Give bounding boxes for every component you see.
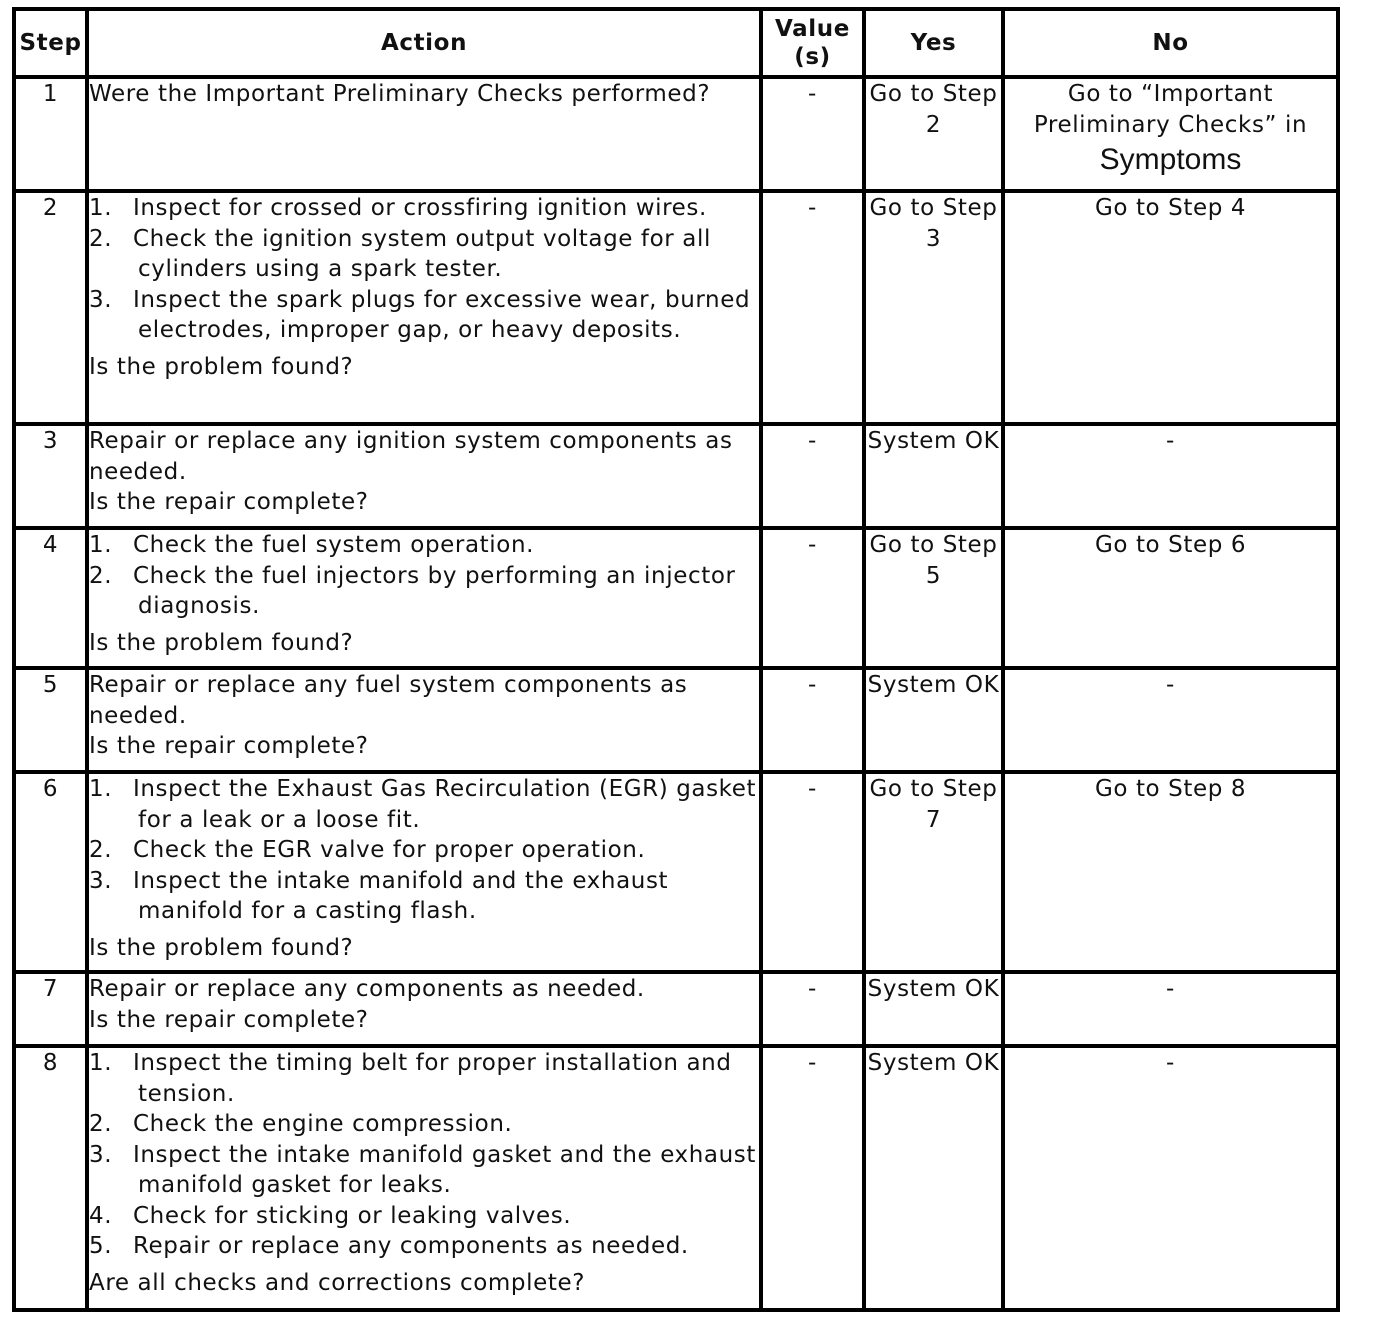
yes-result: Go to Step 7 — [864, 772, 1003, 972]
table-row — [14, 424, 1338, 528]
value-cell: - — [761, 77, 864, 191]
list-item-text: Check the fuel injectors by performing an injector diagnosis. — [133, 562, 736, 619]
list-item — [89, 835, 759, 866]
no-result: Go to Step 6 — [1003, 528, 1338, 668]
value-cell: - — [761, 191, 864, 424]
list-item-number: 5. — [89, 1233, 113, 1259]
list-item-number: 3. — [89, 286, 113, 313]
step-number: 6 — [14, 772, 87, 972]
list-item-text: Check the EGR valve for proper operation. — [133, 837, 646, 863]
action-list — [89, 1048, 759, 1262]
column-header-no: No — [1003, 9, 1338, 77]
no-result: Go to Step 4 — [1003, 191, 1338, 424]
value-cell: - — [761, 424, 864, 528]
list-item-number: 1. — [89, 532, 113, 558]
yes-result: System OK — [864, 1046, 1003, 1310]
yes-result: Go to Step 5 — [864, 528, 1003, 668]
action-list — [89, 530, 759, 622]
action-cell — [87, 772, 761, 972]
step-number: 5 — [14, 668, 87, 772]
no-result: - — [1003, 1046, 1338, 1310]
diagnostic-table — [12, 7, 1340, 1312]
step-number: 8 — [14, 1046, 87, 1310]
list-item — [89, 1201, 759, 1232]
value-cell: - — [761, 972, 864, 1046]
table-row — [14, 528, 1338, 668]
action-list — [89, 774, 759, 927]
no-result: - — [1003, 972, 1338, 1046]
column-header-value: Value (s) — [761, 9, 864, 77]
yes-result: Go to Step 2 — [864, 77, 1003, 191]
list-item — [89, 561, 759, 622]
action-question: Is the problem found? — [89, 934, 354, 961]
list-item-number: 1. — [89, 195, 113, 221]
yes-result: System OK — [864, 972, 1003, 1046]
table-row — [14, 972, 1338, 1046]
list-item-number: 3. — [89, 867, 113, 894]
step-number: 4 — [14, 528, 87, 668]
list-item-text: Inspect the spark plugs for excessive wear, burned electrodes, improper gap, or heavy deposits. — [133, 286, 751, 343]
list-item-text: Inspect the timing belt for proper installation and tension. — [133, 1050, 732, 1107]
list-item — [89, 1048, 759, 1109]
list-item — [89, 1231, 759, 1262]
list-item-text: Check the engine compression. — [133, 1111, 513, 1137]
action-cell — [87, 191, 761, 424]
value-cell: - — [761, 772, 864, 972]
list-item-text: Inspect the intake manifold gasket and the exhaust manifold gasket for leaks. — [133, 1141, 757, 1198]
list-item — [89, 224, 759, 285]
action-text: Were the Important Preliminary Checks performed? — [87, 77, 761, 191]
action-text: Repair or replace any ignition system components as needed. Is the repair complete? — [87, 424, 761, 528]
list-item-text: Check for sticking or leaking valves. — [133, 1202, 572, 1229]
no-result-text: Go to “Important Preliminary Checks” in — [1033, 81, 1308, 138]
list-item-number: 3. — [89, 1141, 113, 1168]
action-question: Are all checks and corrections complete? — [89, 1269, 586, 1296]
list-item-number: 2. — [89, 1111, 113, 1137]
list-item — [89, 285, 759, 346]
step-number: 3 — [14, 424, 87, 528]
list-item-text: Check the ignition system output voltage for all cylinders using a spark tester. — [133, 225, 711, 282]
list-item-text: Repair or replace any components as needed. — [133, 1233, 689, 1259]
step-number: 2 — [14, 191, 87, 424]
table-row — [14, 772, 1338, 972]
table-header-row — [14, 9, 1338, 77]
value-cell: - — [761, 668, 864, 772]
list-item-text: Inspect the intake manifold and the exhaust manifold for a casting flash. — [133, 867, 669, 924]
list-item — [89, 530, 759, 561]
no-result: - — [1003, 424, 1338, 528]
list-item — [89, 193, 759, 224]
diagnostic-table-container — [12, 7, 1340, 1312]
table-row — [14, 191, 1338, 424]
yes-result: Go to Step 3 — [864, 191, 1003, 424]
column-header-step: Step — [14, 9, 87, 77]
list-item-number: 2. — [89, 837, 113, 863]
list-item — [89, 1140, 759, 1201]
list-item — [89, 1109, 759, 1140]
action-question: Is the problem found? — [89, 629, 354, 656]
table-row — [14, 1046, 1338, 1310]
list-item-text: Check the fuel system operation. — [133, 532, 535, 558]
symptoms-link[interactable]: Symptoms — [1099, 143, 1242, 176]
list-item-text: Inspect the Exhaust Gas Recirculation (EGR) gasket for a leak or a loose fit. — [133, 776, 757, 833]
list-item-number: 2. — [89, 225, 113, 252]
list-item-number: 1. — [89, 776, 113, 802]
no-result: Go to Step 8 — [1003, 772, 1338, 972]
action-list — [89, 193, 759, 346]
table-row — [14, 668, 1338, 772]
list-item-number: 1. — [89, 1050, 113, 1076]
yes-result: System OK — [864, 668, 1003, 772]
step-number: 1 — [14, 77, 87, 191]
value-cell: - — [761, 1046, 864, 1310]
action-cell — [87, 1046, 761, 1310]
list-item-number: 2. — [89, 562, 113, 589]
action-text: Repair or replace any fuel system components as needed. Is the repair complete? — [87, 668, 761, 772]
action-cell — [87, 528, 761, 668]
yes-result: System OK — [864, 424, 1003, 528]
column-header-action: Action — [87, 9, 761, 77]
step-number: 7 — [14, 972, 87, 1046]
no-result — [1003, 77, 1338, 191]
list-item-number: 4. — [89, 1202, 113, 1229]
list-item — [89, 866, 759, 927]
value-cell: - — [761, 528, 864, 668]
action-question: Is the problem found? — [89, 353, 354, 380]
no-result: - — [1003, 668, 1338, 772]
table-row — [14, 77, 1338, 191]
column-header-yes: Yes — [864, 9, 1003, 77]
list-item — [89, 774, 759, 835]
action-text: Repair or replace any components as needed. Is the repair complete? — [87, 972, 761, 1046]
list-item-text: Inspect for crossed or crossfiring ignition wires. — [133, 195, 707, 221]
